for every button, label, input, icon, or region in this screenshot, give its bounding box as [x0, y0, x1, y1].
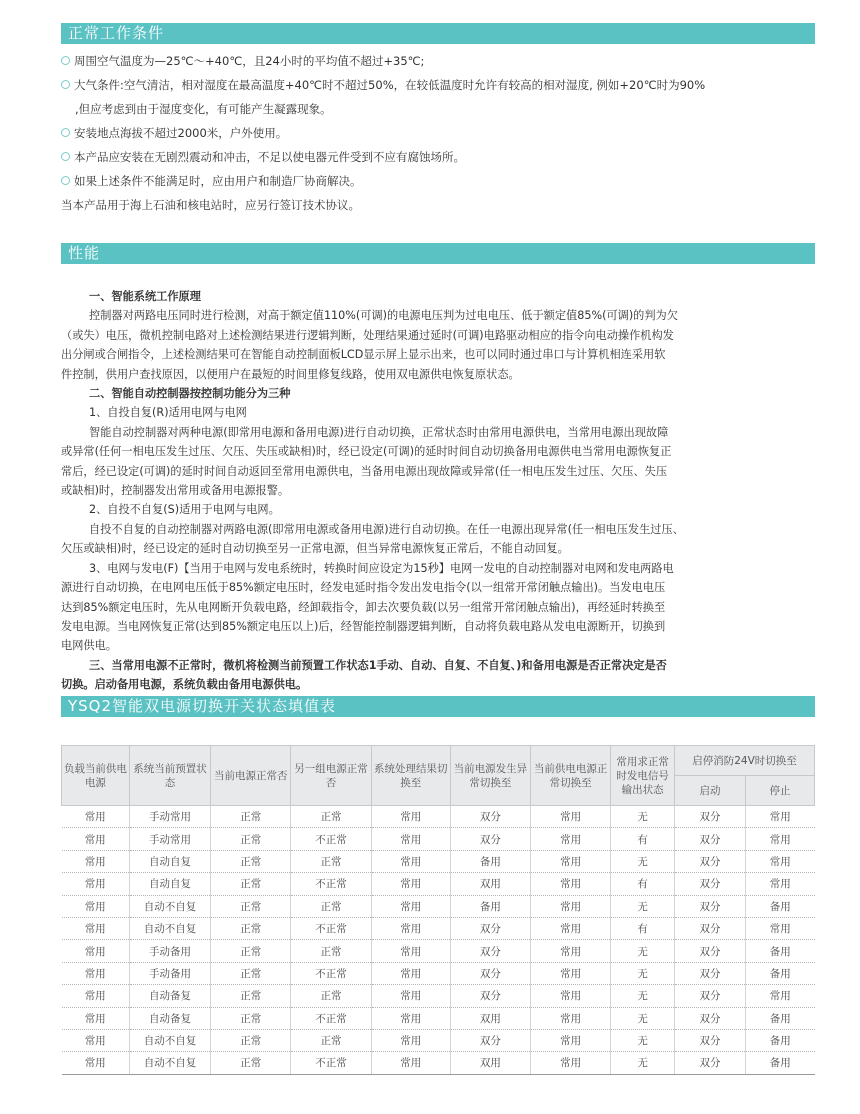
table-cell: 正常 [291, 985, 371, 1007]
table-row [62, 917, 815, 939]
column-subheader: 停止 [746, 776, 815, 806]
table-cell: 常用 [371, 917, 450, 939]
table-row [62, 828, 815, 850]
table-cell: 双分 [450, 1029, 530, 1051]
table-cell: 常用 [531, 806, 611, 828]
table-cell: 正常 [211, 850, 291, 872]
bullet-circle-icon [61, 176, 70, 185]
paragraph-line: 欠压或缺相)时，经已设定的延时自动切换至另一正常电源，但当异常电源恢复正常后，不能自动回复。 [61, 542, 569, 556]
table-cell: 无 [611, 940, 675, 962]
table-row [62, 1052, 815, 1074]
column-header: 负载当前供电电源 [62, 746, 130, 806]
table-cell: 备用 [450, 895, 530, 917]
table-cell: 无 [611, 895, 675, 917]
table-cell: 自动自复 [129, 873, 210, 895]
paragraph-line: 常后，经已设定(可调)的延时时间自动返回至常用电源供电，当备用电源出现故障或异常(任一相电压发生过压、欠压、失压 [61, 464, 668, 478]
table-cell: 常用 [746, 850, 815, 872]
table-cell: 双分 [675, 940, 746, 962]
paragraph-line: 电网供电。 [61, 639, 117, 653]
table-cell: 不正常 [291, 828, 371, 850]
table-cell: 双分 [450, 940, 530, 962]
table-cell: 双用 [450, 1007, 530, 1029]
table-cell: 常用 [531, 1052, 611, 1074]
list-item: 大气条件:空气清洁，相对湿度在最高温度+40℃时不超过50%，在较低温度时允许有较高的相对湿度, 例如+20℃时为90% [61, 73, 821, 97]
table-cell: 双分 [675, 895, 746, 917]
table-cell: 备用 [746, 940, 815, 962]
paragraph-line: 三、当常用电源不正常时，微机将检测当前预置工作状态1手动、自动、自复、不自复、)和备用电源是否正常决定是否 [89, 658, 667, 672]
table-cell: 无 [611, 985, 675, 1007]
paragraph-line: 源进行自动切换，在电网电压低于85%额定电压时，经发电延时指令发出发电指令(以一组常开常闭触点输出)。当发电电压 [61, 581, 666, 595]
table-cell: 常用 [62, 873, 130, 895]
bullet-circle-icon [61, 128, 70, 137]
table-cell: 双分 [675, 828, 746, 850]
column-header: 常用求正常时发电信号输出状态 [611, 746, 675, 806]
table-cell: 备用 [746, 1052, 815, 1074]
table-cell: 双分 [675, 917, 746, 939]
column-header: 另一组电源正常否 [291, 746, 371, 806]
conditions-header: 正常工作条件 [61, 23, 815, 44]
conditions-list [61, 49, 821, 217]
table-cell: 常用 [531, 1007, 611, 1029]
table-cell: 正常 [291, 1029, 371, 1051]
table-cell: 自动备复 [129, 985, 210, 1007]
table-cell: 正常 [211, 1007, 291, 1029]
table-cell: 正常 [211, 895, 291, 917]
table-cell: 常用 [746, 806, 815, 828]
column-header: 系统处理结果切换至 [371, 746, 450, 806]
table-cell: 常用 [531, 917, 611, 939]
table-row [62, 873, 815, 895]
table-cell: 常用 [62, 806, 130, 828]
list-item: 当本产品用于海上石油和核电站时，应另行签订技术协议。 [61, 198, 360, 212]
table-row [62, 806, 815, 828]
table-cell: 不正常 [291, 1052, 371, 1074]
table-cell: 双用 [450, 873, 530, 895]
paragraph-line: 自投不自复的自动控制器对两路电源(即常用电源或备用电源)进行自动切换。在任一电源出现异常(任一相电压发生过压、 [89, 522, 684, 536]
table-cell: 常用 [62, 1029, 130, 1051]
table-cell: 双分 [675, 962, 746, 984]
table-cell: 无 [611, 806, 675, 828]
table-cell: 正常 [291, 895, 371, 917]
table-cell: 常用 [371, 1029, 450, 1051]
table-cell: 常用 [62, 1007, 130, 1029]
column-header: 当前电源发生异常切换至 [450, 746, 530, 806]
table-row [62, 962, 815, 984]
column-header: 当前电源正常否 [211, 746, 291, 806]
table-cell: 双分 [675, 1029, 746, 1051]
table-row [62, 985, 815, 1007]
bullet-circle-icon [61, 152, 70, 161]
performance-header: 性能 [61, 243, 815, 264]
table-cell: 正常 [291, 940, 371, 962]
table-cell: 自动不自复 [129, 917, 210, 939]
paragraph-line: 或异常(任何一相电压发生过压、欠压、失压或缺相)时，经已设定(可调)的延时时间自动切换备用电源供电当常用电源恢复正 [61, 445, 672, 459]
table-header: YSQ2智能双电源切换开关状态填值表 [61, 696, 815, 717]
table-cell: 常用 [531, 962, 611, 984]
list-item: 周围空气温度为—25℃～+40℃，且24小时的平均值不超过+35℃; [61, 49, 821, 73]
table-cell: 常用 [371, 873, 450, 895]
table-cell: 常用 [531, 873, 611, 895]
column-header: 系统当前预置状态 [129, 746, 210, 806]
table-cell: 有 [611, 828, 675, 850]
table-cell: 常用 [62, 940, 130, 962]
column-group-header: 启停消防24V时切换至 [675, 746, 815, 776]
table-row [62, 1029, 815, 1051]
paragraph-line: 3、电网与发电(F)【当用于电网与发电系统时，转换时间应设定为15秒】电网一发电的自动控制器对电网和发电两路电 [89, 561, 674, 575]
table-cell: 双分 [675, 806, 746, 828]
table-cell: 常用 [531, 895, 611, 917]
paragraph-line: 达到85%额定电压时，先从电网断开负载电路，经卸载指令，卸去次要负载(以另一组常开常闭触点输出)，再经延时转换至 [61, 600, 666, 614]
list-item-continuation: ,但应考虑到由于湿度变化，有可能产生凝露现象。 [75, 102, 332, 116]
performance-body [61, 287, 817, 695]
list-item: 如果上述条件不能满足时，应由用户和制造厂协商解决。 [61, 169, 821, 193]
table-cell: 常用 [371, 895, 450, 917]
table-cell: 常用 [62, 1052, 130, 1074]
status-table [61, 745, 815, 1075]
table-cell: 自动备复 [129, 1007, 210, 1029]
table-cell: 常用 [746, 985, 815, 1007]
table-cell: 不正常 [291, 873, 371, 895]
table-cell: 双用 [450, 1052, 530, 1074]
table-cell: 自动不自复 [129, 1029, 210, 1051]
table-cell: 正常 [211, 828, 291, 850]
table-row [62, 1007, 815, 1029]
table-cell: 常用 [746, 828, 815, 850]
table-cell: 无 [611, 962, 675, 984]
table-cell: 常用 [746, 917, 815, 939]
table-cell: 正常 [211, 1029, 291, 1051]
paragraph-line: 2、自投不自复(S)适用于电网与电网。 [89, 503, 280, 517]
table-cell: 常用 [62, 962, 130, 984]
table-cell: 双分 [450, 985, 530, 1007]
bullet-circle-icon [61, 80, 70, 89]
table-cell: 常用 [62, 917, 130, 939]
table-cell: 有 [611, 917, 675, 939]
table-cell: 常用 [531, 1029, 611, 1051]
paragraph-line: 或缺相)时，控制器发出常用或备用电源报警。 [61, 484, 290, 498]
subheading-functions: 二、智能自动控制器按控制功能分为三种 [89, 387, 291, 401]
table-cell: 常用 [371, 940, 450, 962]
paragraph-line: 出分闸或合闸指令，上述检测结果可在智能自动控制面板LCD显示屏上显示出来，也可以同时通过串口与计算机相连采用软 [61, 348, 666, 362]
table-cell: 正常 [211, 940, 291, 962]
paragraph-line: （或失）电压，微机控制电路对上述检测结果进行逻辑判断，处理结果通过延时(可调)电路驱动相应的指令向电动操作机构发 [61, 328, 674, 342]
table-cell: 常用 [62, 895, 130, 917]
table-cell: 备用 [450, 850, 530, 872]
table-cell: 备用 [746, 962, 815, 984]
table-cell: 正常 [211, 873, 291, 895]
table-cell: 备用 [746, 1029, 815, 1051]
table-cell: 常用 [531, 940, 611, 962]
list-item: 安装地点海拔不超过2000米，户外使用。 [61, 121, 821, 145]
column-header: 当前供电电源正常切换至 [531, 746, 611, 806]
table-cell: 双分 [450, 917, 530, 939]
table-cell: 自动不自复 [129, 895, 210, 917]
table-cell: 双分 [450, 806, 530, 828]
table-cell: 常用 [531, 985, 611, 1007]
table-cell: 正常 [291, 806, 371, 828]
table-cell: 双分 [675, 873, 746, 895]
table-cell: 备用 [746, 1007, 815, 1029]
table-cell: 双分 [675, 850, 746, 872]
table-cell: 双分 [675, 1007, 746, 1029]
subheading-principle: 一、智能系统工作原理 [89, 290, 201, 303]
table-cell: 不正常 [291, 1007, 371, 1029]
table-cell: 正常 [291, 850, 371, 872]
table-cell: 不正常 [291, 917, 371, 939]
table-cell: 常用 [371, 806, 450, 828]
table-cell: 有 [611, 873, 675, 895]
table-cell: 无 [611, 850, 675, 872]
table-cell: 手动常用 [129, 806, 210, 828]
paragraph-line: 切换。启动备用电源，系统负载由备用电源供电。 [61, 678, 308, 692]
table-cell: 双分 [675, 985, 746, 1007]
table-cell: 常用 [371, 850, 450, 872]
table-row [62, 895, 815, 917]
table-cell: 正常 [211, 917, 291, 939]
bullet-circle-icon [61, 56, 70, 65]
paragraph-line: 1、自投自复(R)适用电网与电网 [89, 406, 247, 420]
paragraph-line: 控制器对两路电压同时进行检测，对高于额定值110%(可调)的电源电压判为过电电压、低于额定值85%(可调)的判为欠 [89, 309, 678, 323]
table-cell: 常用 [371, 962, 450, 984]
table-cell: 无 [611, 1029, 675, 1051]
table-cell: 常用 [371, 1007, 450, 1029]
table-cell: 手动备用 [129, 962, 210, 984]
column-subheader: 启动 [675, 776, 746, 806]
table-cell: 常用 [371, 828, 450, 850]
table-cell: 常用 [531, 850, 611, 872]
table-cell: 不正常 [291, 962, 371, 984]
paragraph-line: 件控制，供用户查找原因，以便用户在最短的时间里修复线路，使用双电源供电恢复原状态。 [61, 367, 520, 381]
table-body [62, 806, 815, 1075]
table-cell: 正常 [211, 985, 291, 1007]
table-cell: 自动不自复 [129, 1052, 210, 1074]
table-row [62, 850, 815, 872]
table-cell: 手动备用 [129, 940, 210, 962]
table-cell: 常用 [371, 985, 450, 1007]
table-cell: 备用 [746, 895, 815, 917]
table-cell: 无 [611, 1007, 675, 1029]
table-cell: 常用 [62, 985, 130, 1007]
table-cell: 手动常用 [129, 828, 210, 850]
table-cell: 常用 [371, 1052, 450, 1074]
table-cell: 正常 [211, 806, 291, 828]
paragraph-line: 发电电源。当电网恢复正常(达到85%额定电压以上)后，经智能控制器逻辑判断，自动将负载电路从发电电源断开，切换到 [61, 619, 666, 633]
table-cell: 双分 [450, 828, 530, 850]
table-cell: 正常 [211, 962, 291, 984]
table-row [62, 940, 815, 962]
table-cell: 常用 [62, 850, 130, 872]
paragraph-line: 智能自动控制器对两种电源(即常用电源和备用电源)进行自动切换，正常状态时由常用电源供电，当常用电源出现故障 [89, 425, 669, 439]
table-cell: 自动自复 [129, 850, 210, 872]
list-item: 本产品应安装在无剧烈震动和冲击，不足以使电器元件受到不应有腐蚀场所。 [61, 145, 821, 169]
table-cell: 双分 [450, 962, 530, 984]
table-cell: 无 [611, 1052, 675, 1074]
table-cell: 常用 [746, 873, 815, 895]
table-cell: 双分 [675, 1052, 746, 1074]
table-cell: 常用 [531, 828, 611, 850]
table-cell: 正常 [211, 1052, 291, 1074]
table-cell: 常用 [62, 828, 130, 850]
